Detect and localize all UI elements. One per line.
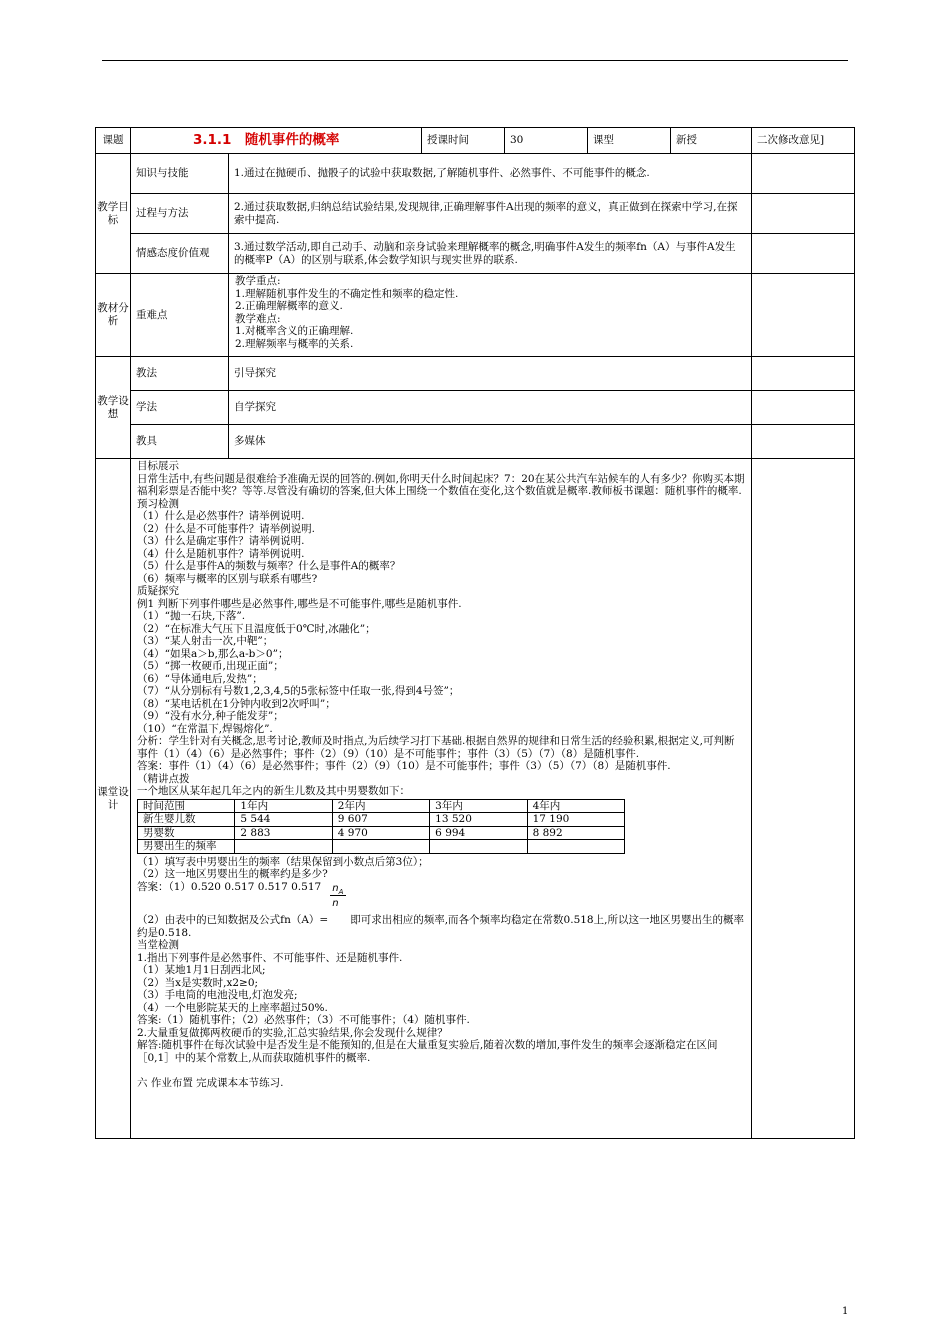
text-line: 预习检测 xyxy=(137,497,179,510)
objectives-label xyxy=(96,154,131,274)
key-point-line: 2.正确理解概率的意义. xyxy=(235,300,343,312)
type-value: 新授 xyxy=(671,128,752,154)
text-line: （9）“没有水分,种子能发芽”； xyxy=(137,710,284,722)
text-line: （精讲点拨 xyxy=(137,772,190,785)
header-rule xyxy=(102,60,848,61)
text-line: 目标展示 xyxy=(137,460,179,472)
table-cell: 2 883 xyxy=(235,826,332,840)
analysis-label xyxy=(96,274,131,357)
classroom-lines-a xyxy=(137,460,745,798)
text-line: （4）什么是随机事件？请举例说明. xyxy=(137,547,305,560)
objective-label: 情感态度价值观 xyxy=(131,234,229,274)
key-point-line: 教学难点: xyxy=(235,312,281,325)
classroom-lines-b xyxy=(137,856,745,894)
lesson-title: 3.1.1 随机事件的概率 xyxy=(131,128,422,154)
page-number: 1 xyxy=(842,1306,849,1317)
table-cell xyxy=(332,840,429,854)
formula-num-sub: A xyxy=(338,888,344,896)
time-value: 30 xyxy=(505,128,588,154)
text-line: （1）什么是必然事件？请举例说明. xyxy=(137,510,305,522)
analysis-label-text: 教材分析 xyxy=(97,302,129,327)
text-line: 答案：（1）0.520 0.517 0.517 0.517 xyxy=(137,880,322,893)
revision-cell xyxy=(752,425,855,459)
text-line: （1）填写表中男婴出生的频率（结果保留到小数点后第3位）； xyxy=(137,855,429,868)
text-line: 一个地区从某年起几年之内的新生儿数及其中男婴数如下： xyxy=(137,785,410,797)
design-label xyxy=(96,357,131,459)
design-row-label: 教具 xyxy=(131,425,229,459)
key-point-line: 教学重点: xyxy=(235,275,281,287)
objective-label: 过程与方法 xyxy=(131,194,229,234)
revision-cell xyxy=(752,234,855,274)
classroom-label xyxy=(96,459,131,1139)
text-line: （5）“掷一枚硬币,出现正面”； xyxy=(137,660,284,672)
design-row-text: 多媒体 xyxy=(229,425,752,459)
text-line: （3）什么是确定事件？请举例说明. xyxy=(137,535,305,547)
type-label: 课型 xyxy=(588,128,671,154)
classroom-label-text: 课堂设计 xyxy=(97,785,129,811)
text-line: 2.大量重复做掷两枚硬币的实验,汇总实验结果,你会发现什么规律？ xyxy=(137,1026,448,1039)
text-line: （4）一个电影院某天的上座率超过50%. xyxy=(137,1001,328,1014)
table-cell: 男婴出生的频率 xyxy=(138,840,235,854)
lesson-label-text: 课题 xyxy=(102,134,124,146)
text-line: （7）“从分别标有号数1,2,3,4,5的5张标签中任取一张,得到4号签”； xyxy=(137,685,460,697)
newborn-table xyxy=(137,799,625,854)
table-cell: 13 520 xyxy=(430,813,527,827)
lesson-label xyxy=(96,128,131,154)
objective-text: 3.通过数学活动,即自己动手、动脑和亲身试验来理解概率的概念,明确事件A发生的频率fn（A）与事件A发生的概率P（A）的区别与联系,体会数学知识与现实世界的联系. xyxy=(229,234,752,274)
table-row xyxy=(138,813,625,827)
text-line: （2）“在标准大气压下且温度低于0℃时,冰融化”； xyxy=(137,622,376,635)
text-line: 当堂检测 xyxy=(137,939,179,951)
objective-label: 知识与技能 xyxy=(131,154,229,194)
key-points-text xyxy=(229,274,752,357)
text-line: 分析：学生针对有关概念,思考讨论,教师及时指点,为后续学习打下基础.根据自然界的规律和日常生活的经验积累,根据定义,可判断事件（1）（4）（6）是必然事件；事件（2）（9）（10）是不可能事件；事件（3）（5）（7）（8）是随机事件. xyxy=(137,735,735,760)
objectives-label-text: 教学目标 xyxy=(97,200,129,226)
design-row-label: 学法 xyxy=(131,391,229,425)
table-cell xyxy=(235,840,332,854)
key-point-line: 2.理解频率与概率的关系. xyxy=(235,337,354,350)
frequency-formula xyxy=(328,883,350,923)
text-line: 答案:（1）随机事件；（2）必然事件；（3）不可能事件；（4）随机事件. xyxy=(137,1014,470,1026)
formula-prefix: （2）由表中的已知数据及公式fn（A）= xyxy=(137,914,329,926)
table-cell: 9 607 xyxy=(332,813,429,827)
revision-cell xyxy=(752,194,855,234)
revision-cell xyxy=(752,357,855,391)
table-cell xyxy=(527,840,624,854)
table-cell: 新生婴儿数 xyxy=(138,813,235,827)
design-label-text: 教学设想 xyxy=(97,394,129,420)
key-points-label: 重难点 xyxy=(131,274,229,357)
text-line: （6）“导体通电后,发热”； xyxy=(137,672,263,685)
revision-cell xyxy=(752,391,855,425)
table-row xyxy=(138,799,625,813)
text-line: 1.指出下列事件是必然事件、不可能事件、还是随机事件. xyxy=(137,951,403,964)
text-line: 例1 判断下列事件哪些是必然事件,哪些是不可能事件,哪些是随机事件. xyxy=(137,597,462,610)
formula-suffix: 即可求出相应的频率,而各个频率均稳定在常数0.518上,所以这一地区男婴出生的概率约是0.518. xyxy=(137,914,744,939)
revision-cell xyxy=(752,274,855,357)
table-cell xyxy=(430,840,527,854)
table-cell: 6 994 xyxy=(430,826,527,840)
text-line: （3）手电筒的电池没电,灯泡发亮; xyxy=(137,989,298,1001)
text-line: （10）“在常温下,焊锡熔化”. xyxy=(137,722,273,735)
key-point-line: 1.对概率含义的正确理解. xyxy=(235,325,354,337)
key-point-line: 1.理解随机事件发生的不确定性和频率的稳定性. xyxy=(235,287,459,300)
text-line: （2）这一地区男婴出生的概率约是多少? xyxy=(137,868,328,880)
text-line: （8）“某电话机在1分钟内收到2次呼叫”； xyxy=(137,697,336,710)
revision-cell xyxy=(752,459,855,1139)
design-row-label: 教法 xyxy=(131,357,229,391)
text-line: （4）“如果a＞b,那么a-b＞0”； xyxy=(137,647,289,660)
homework-line: 六 作业布置 完成课本本节练习. xyxy=(137,1077,284,1089)
revision-cell xyxy=(752,154,855,194)
text-line: （3）“某人射击一次,中靶”； xyxy=(137,635,274,647)
design-row-text: 引导探究 xyxy=(229,357,752,391)
table-cell: 4年内 xyxy=(527,799,624,813)
table-row xyxy=(138,840,625,854)
formula-numerator xyxy=(332,883,343,899)
text-line: （5）什么是事件A的频数与频率？什么是事件A的概率？ xyxy=(137,560,401,572)
objective-text: 2.通过获取数据,归纳总结试验结果,发现规律,正确理解事件A出现的频率的意义，真正做到在探索中学习,在探索中提高. xyxy=(229,194,752,234)
design-row-text: 自学探究 xyxy=(229,391,752,425)
table-row xyxy=(138,826,625,840)
text-line: 日常生活中,有些问题是很难给予准确无误的回答的.例如,你明天什么时间起床？7：20在某公共汽车站候车的人有多少？你购买本期福利彩票是否能中奖？等等.尽管没有确切的答案,但大体上围绕一个数值在变化,这个数值就是概率.教师板书课题：随机事件的概率. xyxy=(137,472,745,497)
text-line: （1）“抛一石块,下落”. xyxy=(137,610,246,622)
classroom-lines-c xyxy=(137,939,745,1064)
formula-num-letter: n xyxy=(332,883,339,894)
formula-denominator: n xyxy=(332,898,339,909)
table-cell: 2年内 xyxy=(332,799,429,813)
table-cell: 时间范围 xyxy=(138,799,235,813)
table-cell: 8 892 xyxy=(527,826,624,840)
table-cell: 1年内 xyxy=(235,799,332,813)
text-line: （2）当x是实数时,x2≥0; xyxy=(137,976,259,989)
text-line: 解答:随机事件在每次试验中是否发生是不能预知的,但是在大量重复实验后,随着次数的增加,事件发生的频率会逐渐稳定在区间［0,1］中的某个常数上,从而获取随机事件的概率. xyxy=(137,1039,718,1064)
revision-label: 二次修改意见] xyxy=(752,128,855,154)
text-line: （2）什么是不可能事件？请举例说明. xyxy=(137,522,316,535)
text-line: （1）某地1月1日刮西北风; xyxy=(137,964,266,976)
table-cell: 17 190 xyxy=(527,813,624,827)
text-line: （6）频率与概率的区别与联系有哪些? xyxy=(137,572,318,585)
objective-text: 1.通过在抛硬币、抛骰子的试验中获取数据,了解随机事件、必然事件、不可能事件的概念. xyxy=(229,154,752,194)
text-line: 答案：事件（1）（4）（6）是必然事件；事件（2）（9）（10）是不可能事件；事件（3）（5）（7）（8）是随机事件. xyxy=(137,760,671,772)
time-label: 授课时间 xyxy=(422,128,505,154)
table-cell: 3年内 xyxy=(430,799,527,813)
table-cell: 5 544 xyxy=(235,813,332,827)
formula-bar xyxy=(330,895,346,896)
text-line: 质疑探究 xyxy=(137,585,179,597)
classroom-content xyxy=(131,459,752,1139)
table-cell: 4 970 xyxy=(332,826,429,840)
lesson-plan-table xyxy=(95,127,855,1139)
table-cell: 男婴数 xyxy=(138,826,235,840)
